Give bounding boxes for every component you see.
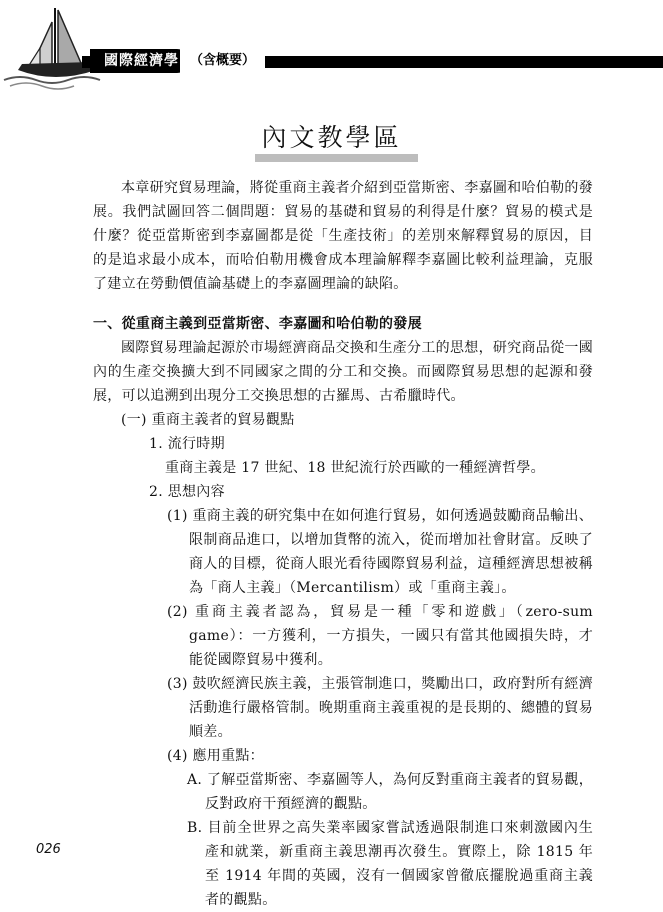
point-item: (1) 重商主義的研究集中在如何進行貿易，如何透過鼓勵商品輸出、限制商品進口，以增加貨幣的流入，從而增加社會財富。反映了商人的目標，從商人眼光看待國際貿易利益，這種經濟思想被稱為「商人主義」（Mercantilism）或「重商主義」。 (167, 508, 593, 596)
page-content (93, 176, 593, 912)
intro-paragraph: 本章研究貿易理論，將從重商主義者介紹到亞當斯密、李嘉圖和哈伯勒的發展。我們試圖回答二個問題：貿易的基礎和貿易的利得是什麼？貿易的模式是什麼？從亞當斯密到李嘉圖都是從「生產技術」的差別來解釋貿易的原因，目的是追求最小成本，而哈伯勒用機會成本理論解釋李嘉圖比較利益理論，克服了建立在勞動價值論基礎上的李嘉圖理論的缺陷。 (93, 180, 593, 292)
application-item: A. 了解亞當斯密、李嘉圖等人，為何反對重商主義者的貿易觀，反對政府干預經濟的觀點。 (187, 772, 594, 812)
heading-level1: 一、從重商主義到亞當斯密、李嘉圖和哈伯勒的發展 (93, 316, 422, 332)
section-title: 內文教學區 (251, 116, 411, 158)
sailing-ship-icon (0, 0, 110, 90)
book-title: 國際經濟學 (90, 49, 189, 73)
item-title-period: 1. 流行時期 (149, 436, 225, 452)
subheading: (一) 重商主義者的貿易觀點 (121, 412, 295, 428)
point-item: (2) 重商主義者認為，貿易是一種「零和遊戲」（zero-sum game）：一方獲利，一方損失，一國只有當其他國損失時，才能從國際貿易中獲利。 (167, 604, 593, 668)
item-text-period: 重商主義是 17 世紀、18 世紀流行於西歐的一種經濟哲學。 (165, 460, 545, 476)
application-item: B. 目前全世界之高失業率國家嘗試透過限制進口來刺激國內生產和就業，新重商主義思潮再次發生。實際上，除 1815 年至 1914 年間的英國，沒有一個國家曾徹底擺脫過重商主義者的觀點。 (187, 820, 593, 908)
page-header (0, 0, 663, 90)
book-subtitle: （含概要） (180, 49, 265, 73)
point-item: (3) 鼓吹經濟民族主義，主張管制進口，獎勵出口，政府對所有經濟活動進行嚴格管制。晚期重商主義重視的是長期的、總體的貿易順差。 (167, 676, 593, 740)
section-heading (0, 116, 663, 158)
item-title-ideas: 2. 思想內容 (149, 484, 225, 500)
page-number: 026 (36, 842, 61, 857)
point-item: (4) 應用重點： (167, 748, 264, 764)
heading-paragraph: 國際貿易理論起源於市場經濟商品交換和生產分工的思想，研究商品從一國內的生產交換擴大到不同國家之間的分工和交換。而國際貿易思想的起源和發展，可以追溯到出現分工交換思想的古羅馬、古希臘時代。 (93, 340, 593, 404)
